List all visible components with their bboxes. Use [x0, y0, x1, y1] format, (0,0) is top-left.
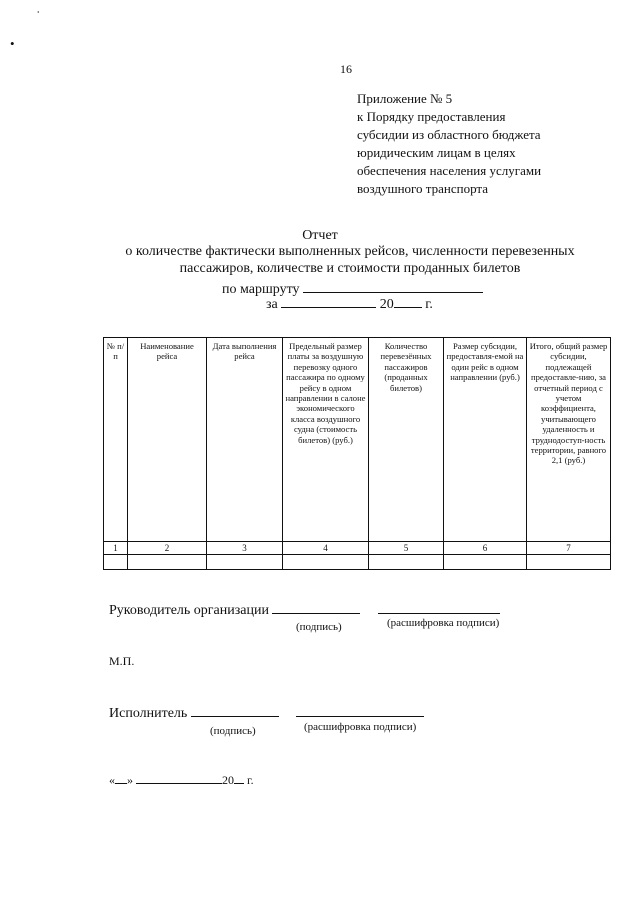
table-cell[interactable]: [128, 555, 207, 570]
table-cell[interactable]: [444, 555, 527, 570]
table-header-cell: Количество перевезённых пассажиров (проданных билетов): [369, 338, 444, 542]
table-cell[interactable]: [207, 555, 283, 570]
report-table: [103, 337, 610, 570]
table-cell[interactable]: [369, 555, 444, 570]
report-title: Отчет: [302, 228, 338, 243]
date-open-quote: «: [109, 773, 115, 787]
route-label: по маршруту: [222, 282, 300, 297]
appendix-line: субсидии из областного бюджета: [357, 127, 541, 142]
table-header-cell: Итого, общий размер субсидии, подлежащей предоставле-нию, за отчетный период с учетом коэффициента, учитывающего удаленность и труднодоступ-ность территории, равного 2,1 (руб.): [527, 338, 611, 542]
table-header-cell: Предельный размер платы за воздушную перевозку одного пассажира по одному рейсу в одном направлении в салоне экономического класса воздушного судна (стоимость билетов) (руб.): [283, 338, 369, 542]
head-label: Руководитель организации: [109, 603, 269, 618]
date-day-blank[interactable]: [115, 771, 127, 784]
column-number: 7: [527, 542, 611, 555]
table-header-row: [104, 338, 611, 542]
column-number: 4: [283, 542, 369, 555]
date-line: [109, 771, 254, 788]
stamp-label: М.П.: [109, 654, 135, 668]
date-close-quote: »: [127, 773, 133, 787]
column-number: 1: [104, 542, 128, 555]
date-year-blank[interactable]: [234, 771, 244, 784]
date-year: 20: [222, 773, 234, 787]
period-year: 20: [379, 297, 394, 312]
period-prefix: за: [266, 297, 278, 312]
year-blank: [394, 295, 422, 308]
appendix-block: [357, 90, 541, 198]
executor-signature-caption: (подпись): [210, 725, 256, 737]
column-number: 5: [369, 542, 444, 555]
report-description-line: о количестве фактически выполненных рейсов, численности перевезенных: [125, 244, 575, 259]
appendix-line: воздушного транспорта: [357, 181, 489, 196]
table-header-cell: Размер субсидии, предоставля-емой на один рейс в одном направлении (руб.): [444, 338, 527, 542]
scan-mark: •: [10, 36, 15, 51]
executor-label: Исполнитель: [109, 706, 188, 721]
table-cell[interactable]: [527, 555, 611, 570]
scan-mark: ˈ: [36, 8, 41, 23]
appendix-line: юридическим лицам в целях: [357, 145, 516, 160]
head-signature-blank[interactable]: [272, 601, 360, 614]
column-number: 2: [128, 542, 207, 555]
period-suffix: г.: [425, 297, 433, 312]
table-cell[interactable]: [104, 555, 128, 570]
column-number: 6: [444, 542, 527, 555]
page-number: 16: [340, 62, 352, 76]
head-signature-caption: (подпись): [296, 621, 342, 633]
report-description-line: пассажиров, количестве и стоимости проданных билетов: [179, 261, 521, 276]
appendix-line: Приложение № 5: [357, 91, 453, 106]
head-decoding-blank[interactable]: [378, 601, 500, 614]
executor-signature-blank[interactable]: [191, 704, 279, 717]
table-header-cell: № п/п: [104, 338, 128, 542]
table-cell[interactable]: [283, 555, 369, 570]
report-description: [90, 243, 610, 277]
appendix-line: к Порядку предоставления: [357, 109, 506, 124]
appendix-line: обеспечения населения услугами: [357, 163, 542, 178]
date-suffix: г.: [247, 773, 254, 787]
route-blank: [303, 280, 483, 293]
executor-decoding-blank[interactable]: [296, 704, 424, 717]
table-number-row: [104, 542, 611, 555]
date-month-blank[interactable]: [136, 771, 222, 784]
head-decoding-caption: (расшифровка подписи): [387, 617, 500, 629]
table-row: [104, 555, 611, 570]
period-blank: [281, 295, 376, 308]
table-header-cell: Дата выполнения рейса: [207, 338, 283, 542]
column-number: 3: [207, 542, 283, 555]
period-line: [266, 295, 433, 313]
executor-decoding-caption: (расшифровка подписи): [304, 721, 417, 733]
table-header-cell: Наименование рейса: [128, 338, 207, 542]
executor-signature-line: [109, 704, 424, 722]
